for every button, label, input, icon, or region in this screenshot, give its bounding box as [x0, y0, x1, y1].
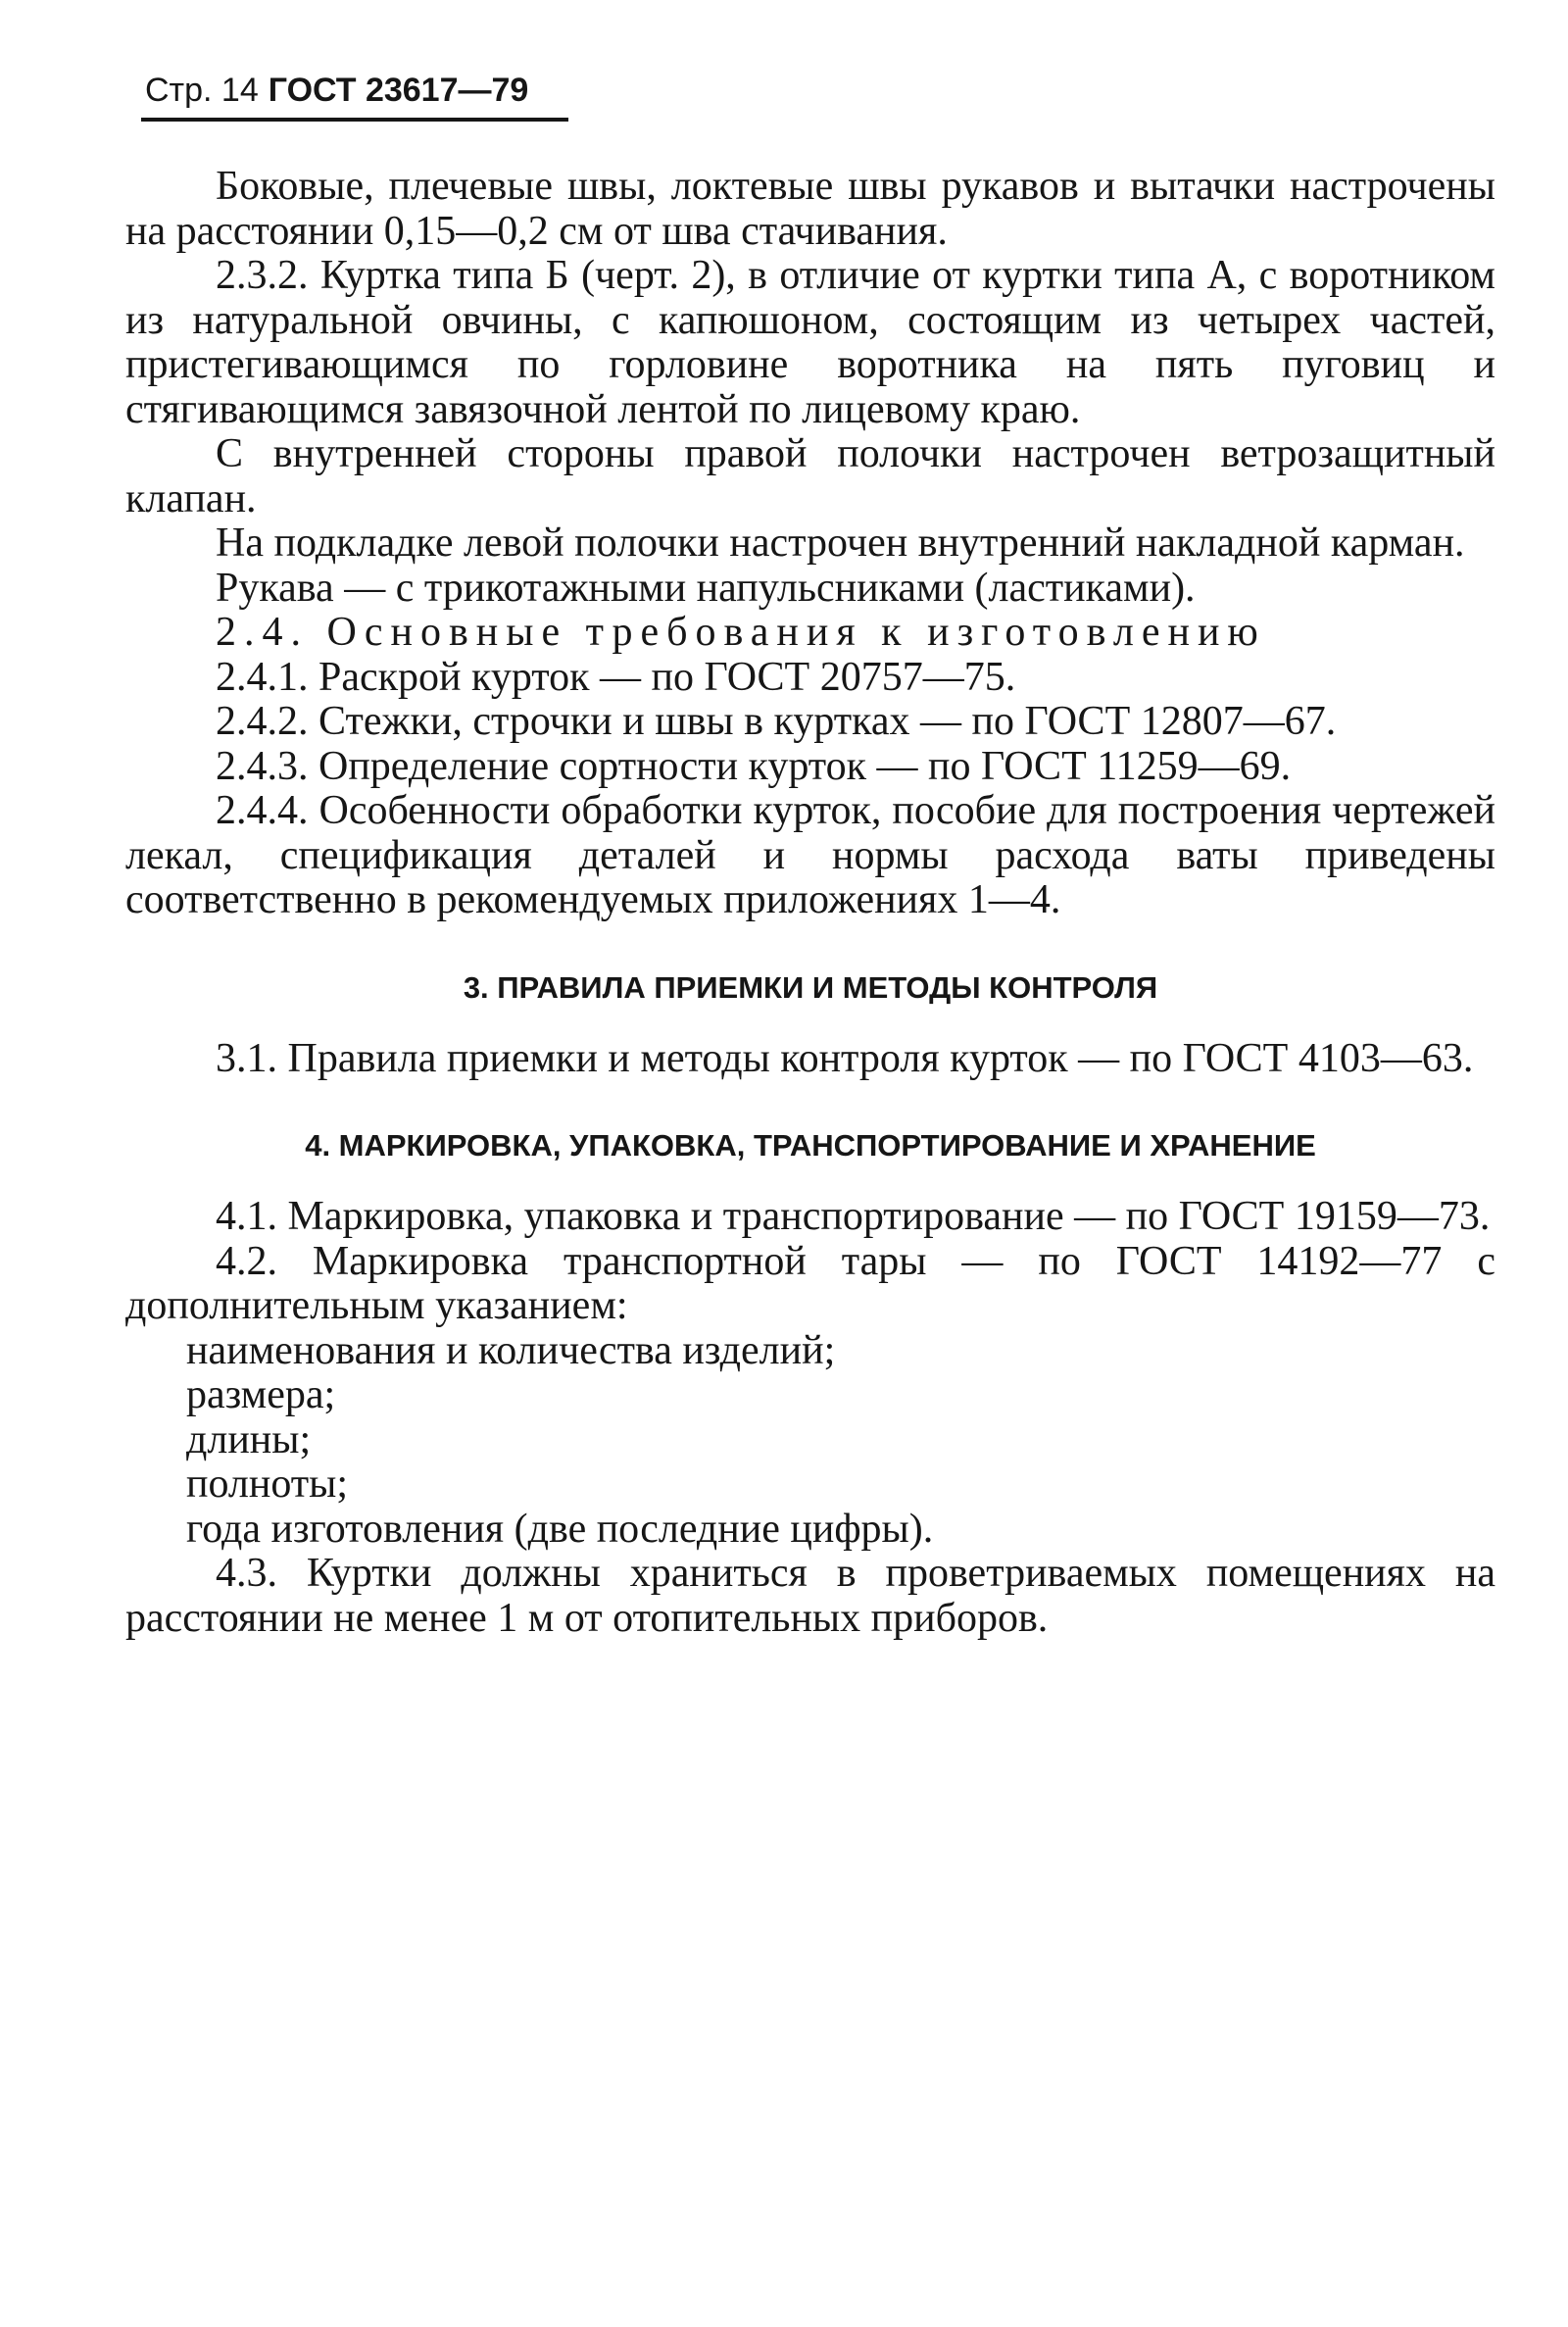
section-4-heading: 4. МАРКИРОВКА, УПАКОВКА, ТРАНСПОРТИРОВАНИЕ И ХРАНЕНИЕ	[305, 1128, 1316, 1163]
paragraph-sleeves: Рукава — с трикотажными напульсниками (ластиками).	[216, 565, 1196, 611]
standard-number: ГОСТ 23617—79	[268, 72, 529, 109]
paragraph-2-4-1: 2.4.1. Раскрой курток — по ГОСТ 20757—75.	[216, 654, 1016, 700]
section-2-4-title: 2.4. Основные требования к изготовлению	[216, 610, 1266, 655]
list-item: длины;	[186, 1416, 312, 1462]
page-header	[145, 71, 528, 110]
paragraph-4-1: 4.1. Маркировка, упаковка и транспортирование — по ГОСТ 19159—73.	[216, 1194, 1491, 1239]
paragraph-inner-pocket: На подкладке левой полочки настрочен внутренний накладной карман.	[216, 520, 1465, 566]
marking-list	[125, 1329, 1495, 1553]
list-item: размера;	[186, 1372, 336, 1417]
page-number: Стр. 14	[145, 72, 259, 109]
header-rule	[141, 118, 568, 122]
paragraph-2-4-3: 2.4.3. Определение сортности курток — по ГОСТ 11259—69.	[216, 743, 1292, 789]
paragraph-2-3-2: 2.3.2. Куртка типа Б (черт. 2), в отличие от куртки типа А, с воротником из натуральной овчины, с капюшоном, состоящим из четырех частей, пристегивающимся по горловине воротника на пять пуговиц и стягивающимся завязочной лентой по лицевому краю.	[125, 253, 1495, 432]
list-item: года изготовления (две последние цифры).	[186, 1506, 934, 1552]
list-item: полноты;	[186, 1461, 349, 1507]
list-item: наименования и количества изделий;	[186, 1327, 836, 1373]
paragraph-2-4-2: 2.4.2. Стежки, строчки и швы в куртках — по ГОСТ 12807—67.	[216, 699, 1337, 744]
paragraph-2-4-4: 2.4.4. Особенности обработки курток, пособие для построения чертежей лекал, спецификация деталей и нормы расхода ваты приведены соответственно в рекомендуемых приложениях 1—4.	[125, 788, 1495, 922]
paragraph-seams: Боковые, плечевые швы, локтевые швы рукавов и вытачки настрочены на расстоянии 0,15—0,2 см от шва стачивания.	[125, 164, 1495, 254]
section-3-heading: 3. ПРАВИЛА ПРИЕМКИ И МЕТОДЫ КОНТРОЛЯ	[463, 969, 1158, 1005]
paragraph-wind-flap: С внутренней стороны правой полочки настрочен ветрозащитный клапан.	[125, 431, 1495, 521]
paragraph-4-2: 4.2. Маркировка транспортной тары — по ГОСТ 14192—77 с дополнительным указанием:	[125, 1238, 1495, 1328]
paragraph-3-1: 3.1. Правила приемки и методы контроля курток — по ГОСТ 4103—63.	[216, 1035, 1474, 1081]
paragraph-4-3: 4.3. Куртки должны храниться в проветриваемых помещениях на расстоянии не менее 1 м от отопительных приборов.	[125, 1551, 1495, 1641]
document-body	[125, 165, 1495, 1641]
